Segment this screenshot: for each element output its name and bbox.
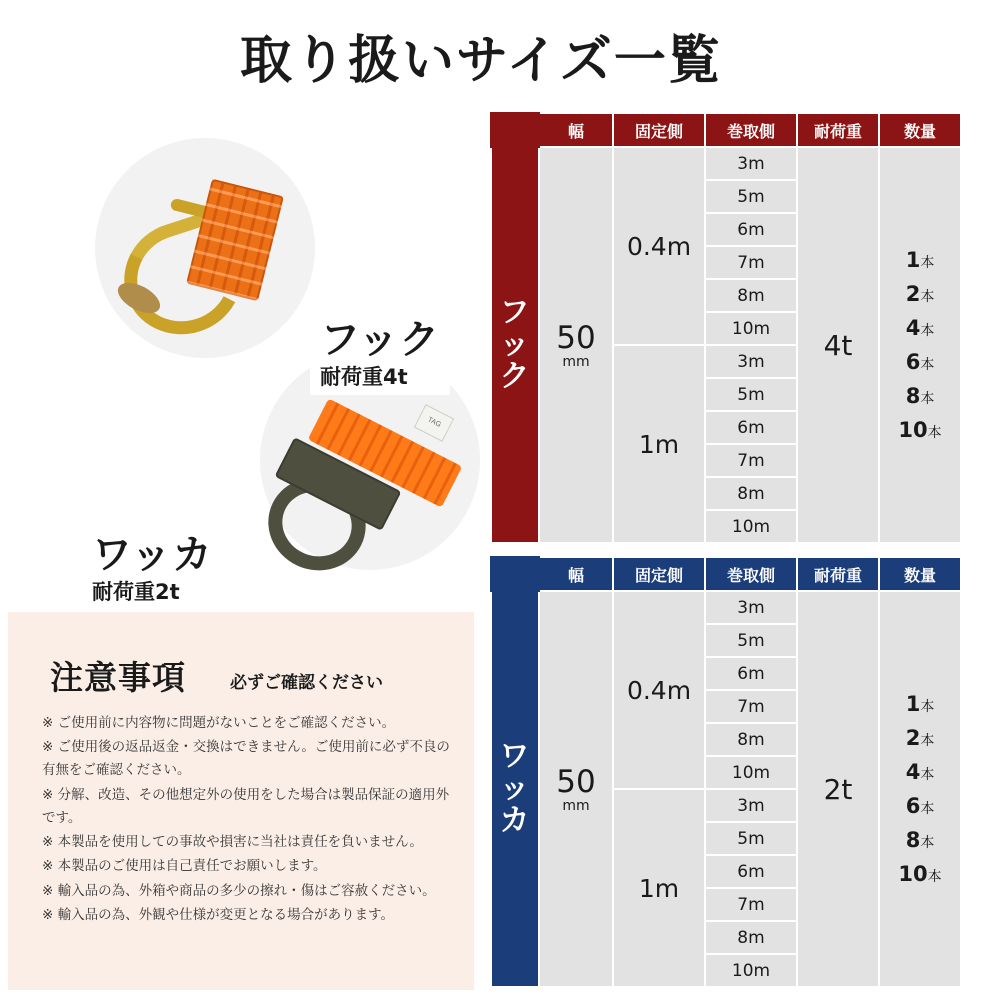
cell-length: 5m [705, 378, 797, 411]
qty-unit: 本 [920, 732, 935, 749]
table-header-row [491, 113, 961, 147]
col-header-fixed: 固定側 [613, 557, 705, 591]
table-row [491, 147, 961, 180]
qty-line [880, 823, 960, 857]
loop-badge-name: ワッカ [92, 532, 213, 578]
qty-num: 8 [905, 828, 921, 853]
cell-length: 10m [705, 756, 797, 789]
qty-unit: 本 [920, 766, 935, 783]
cell-length: 10m [705, 510, 797, 543]
qty-unit: 本 [920, 322, 935, 339]
qty-line [880, 721, 960, 755]
col-header-takeup: 巻取側 [705, 557, 797, 591]
hook-badge-capacity: 耐荷重4t [320, 365, 408, 389]
cell-length: 7m [705, 690, 797, 723]
cell-fixed-04: 0.4m [613, 591, 705, 789]
qty-unit: 本 [927, 425, 942, 442]
note-item: ※ 分解、改造、その他想定外の使用をした場合は製品保証の適用外です。 [42, 786, 450, 826]
cell-quantity-hook [879, 147, 961, 543]
qty-num: 4 [905, 315, 921, 340]
cell-length: 3m [705, 789, 797, 822]
cell-length: 8m [705, 279, 797, 312]
side-label-hook: フック [491, 147, 539, 543]
notes-title: 注意事項 [50, 658, 186, 697]
qty-num: 10 [898, 418, 928, 443]
loop-badge [82, 530, 223, 610]
qty-unit: 本 [927, 869, 942, 886]
note-item: ※ 輸入品の為、外箱や商品の多少の擦れ・傷はご容赦ください。 [42, 882, 436, 899]
qty-unit: 本 [920, 254, 935, 271]
cell-fixed-1: 1m [613, 345, 705, 543]
cell-length: 7m [705, 246, 797, 279]
qty-unit: 本 [920, 288, 935, 305]
cell-width-unit: mm [562, 798, 590, 814]
col-header-width: 幅 [539, 557, 613, 591]
qty-line [880, 277, 960, 311]
side-header-spacer [491, 557, 539, 591]
qty-unit: 本 [920, 801, 935, 817]
size-table-loop [490, 556, 962, 988]
cell-length: 10m [705, 954, 797, 987]
col-header-fixed: 固定側 [613, 113, 705, 147]
cell-capacity-loop: 2t [797, 591, 879, 987]
qty-line [880, 243, 960, 277]
qty-num: 2 [905, 281, 921, 306]
qty-unit: 本 [920, 357, 935, 373]
cell-length: 7m [705, 888, 797, 921]
qty-num: 10 [898, 862, 928, 887]
notes-subtitle: 必ずご確認ください [230, 673, 383, 693]
note-item: ※ ご使用後の返品返金・交換はできません。ご使用前に必ず不良の有無をご確認ください。 [42, 739, 450, 779]
qty-line [880, 789, 960, 823]
notes-panel [8, 612, 474, 990]
qty-num: 1 [905, 691, 921, 716]
note-item: ※ ご使用前に内容物に問題がないことをご確認ください。 [42, 715, 396, 731]
note-item: ※ 本製品を使用しての事故や損害に当社は責任を負いません。 [42, 834, 423, 851]
cell-width-value: 50 [556, 320, 596, 356]
cell-length: 5m [705, 180, 797, 213]
cell-length: 8m [705, 723, 797, 756]
cell-length: 7m [705, 444, 797, 477]
hook-badge [310, 315, 450, 395]
qty-line [880, 857, 960, 891]
size-table-loop-grid [490, 556, 962, 988]
cell-length: 3m [705, 147, 797, 180]
qty-num: 1 [905, 247, 921, 272]
notes-list [42, 712, 462, 928]
qty-line [880, 755, 960, 789]
qty-num: 8 [905, 384, 921, 409]
qty-num: 6 [905, 350, 921, 374]
page-title: 取り扱いサイズ一覧 [240, 31, 722, 91]
qty-line [880, 311, 960, 345]
cell-length: 3m [705, 345, 797, 378]
table-header-row [491, 557, 961, 591]
size-table-hook-grid [490, 112, 962, 544]
col-header-quantity: 数量 [879, 113, 961, 147]
cell-width-unit: mm [562, 354, 590, 370]
cell-width-hook [539, 147, 613, 543]
size-table-hook [490, 112, 962, 544]
table-row [491, 591, 961, 624]
col-header-capacity: 耐荷重 [797, 557, 879, 591]
cell-width-loop [539, 591, 613, 987]
hook-badge-name: フック [320, 317, 441, 363]
qty-unit: 本 [920, 698, 935, 715]
loop-label-tag-icon: TAG [414, 404, 454, 442]
col-header-quantity: 数量 [879, 557, 961, 591]
cell-length: 10m [705, 312, 797, 345]
note-item: ※ 本製品のご使用は自己責任でお願いします。 [42, 858, 327, 875]
qty-unit: 本 [920, 391, 935, 408]
cell-length: 5m [705, 822, 797, 855]
loop-badge-capacity: 耐荷重2t [92, 580, 180, 604]
cell-length: 3m [705, 591, 797, 624]
cell-length: 5m [705, 624, 797, 657]
qty-line [880, 413, 960, 447]
side-label-loop: ワッカ [491, 591, 539, 987]
side-header-spacer [491, 113, 539, 147]
cell-length: 8m [705, 477, 797, 510]
qty-line [880, 379, 960, 413]
cell-length: 6m [705, 855, 797, 888]
col-header-takeup: 巻取側 [705, 113, 797, 147]
qty-num: 6 [905, 794, 921, 818]
cell-quantity-loop [879, 591, 961, 987]
qty-line [880, 687, 960, 721]
cell-length: 6m [705, 657, 797, 690]
qty-line [880, 345, 960, 379]
col-header-width: 幅 [539, 113, 613, 147]
product-photo-area [20, 110, 480, 604]
cell-capacity-hook: 4t [797, 147, 879, 543]
qty-num: 2 [905, 725, 921, 750]
cell-length: 6m [705, 411, 797, 444]
cell-length: 6m [705, 213, 797, 246]
cell-fixed-04: 0.4m [613, 147, 705, 345]
note-item: ※ 輸入品の為、外観や仕様が変更となる場合があります。 [42, 906, 395, 923]
col-header-capacity: 耐荷重 [797, 113, 879, 147]
cell-width-value: 50 [556, 764, 596, 800]
cell-length: 8m [705, 921, 797, 954]
qty-num: 4 [905, 759, 921, 784]
cell-fixed-1: 1m [613, 789, 705, 987]
qty-unit: 本 [920, 835, 935, 852]
